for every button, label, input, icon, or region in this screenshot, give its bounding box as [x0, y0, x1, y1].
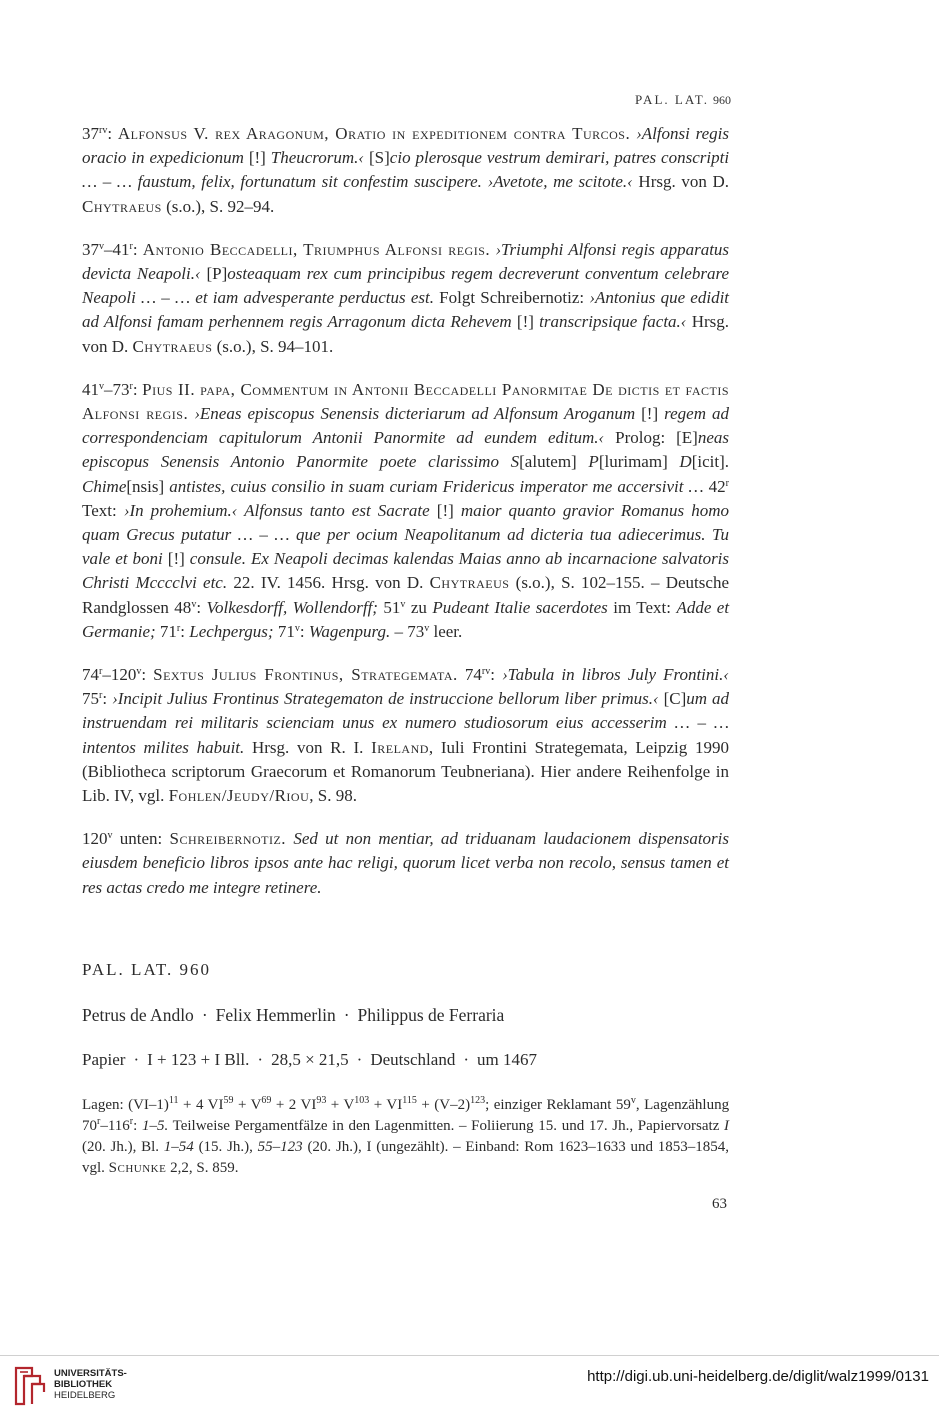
author-name: Felix Hemmerlin: [215, 1005, 336, 1025]
text-excerpt: consule. Ex Neapoli decimas kalendas Maias anno ab incarnacione salvatoris Christi Mcccclvi etc.: [82, 549, 730, 593]
viewer-footer: [0, 1355, 939, 1422]
desc-text: + 2 VI: [275, 1097, 317, 1113]
folio-ref: – 73: [394, 621, 425, 641]
folio-colon: :: [196, 597, 202, 617]
text-excerpt: um ad instruendam rei militaris scienciam unus ex numero studiosorum eius accesserim … – … intentos milites habuit.: [82, 689, 730, 757]
author-ref: Chytraeus: [429, 573, 510, 593]
incipit-text: ›Triumphi Alfonsi regis apparatus devicta Neapoli.‹: [82, 239, 730, 284]
desc-sup: 123: [470, 1095, 486, 1106]
folio-ref: 120: [82, 829, 108, 849]
glosses-note: leer.: [433, 621, 463, 641]
work-title: Schreibernotiz.: [169, 829, 287, 849]
folio-sup: v: [136, 666, 142, 678]
editorial-note: [lurimam]: [598, 452, 668, 472]
work-title: Sextus Julius Frontinus, Strategemata.: [153, 665, 458, 685]
desc-italic: 1–5.: [141, 1118, 169, 1134]
desc-text: + V: [237, 1097, 262, 1113]
ub-heidelberg-logo-icon[interactable]: [10, 1362, 50, 1410]
text-excerpt: osteaquam rex cum principibus regem decreverunt conventum celebrare Neapoli … – … et iam advesperante perductus est.: [82, 264, 729, 308]
desc-text: Teilweise Pergamentfälze in den Lagenmitten. – Foliierung 15. und 17. Jh., Papiervorsatz: [172, 1118, 720, 1134]
folio-sup: v: [99, 380, 104, 392]
editorial-note: [S]: [369, 148, 390, 168]
folio-ref: 37: [82, 124, 99, 143]
folio-ref: 71: [159, 621, 177, 641]
folio-sup: v: [400, 598, 406, 610]
glosses-note: zu: [410, 597, 427, 617]
gloss-text: Volkesdorff, Wollendorff;: [206, 597, 378, 617]
editorial-note: [nsis]: [126, 476, 165, 496]
folio-sup: r: [129, 240, 133, 252]
running-head-label: PAL. LAT.: [635, 92, 709, 107]
folio-sup: v: [107, 830, 113, 842]
folio-sup: rv: [481, 666, 491, 678]
page-number: 63: [712, 1196, 727, 1212]
work-title: Pius II. papa, Commentum in Antonii Beccadelli Panormitae De dictis et factis Alfonsi regis.: [82, 379, 729, 424]
desc-text: Lagen: (VI–1): [82, 1097, 169, 1113]
library-name-line: HEIDELBERG: [54, 1390, 116, 1401]
work-title: Alfonsus V. rex Aragonum, Oratio in expeditionem contra Turcos.: [117, 124, 631, 143]
scribe-note: ›Antonius que edidit ad Alfonsi famam perhennem regis Arragonum dicta Rehevem: [82, 288, 730, 332]
folio-ref: –73: [104, 379, 130, 399]
author-ref: Chytraeus: [82, 196, 162, 216]
library-name-line: BIBLIOTHEK: [54, 1379, 113, 1390]
folio-colon: :: [132, 239, 138, 259]
gloss-text: Lechpergus;: [189, 621, 274, 641]
editorial-note: [icit].: [691, 452, 729, 472]
desc-text: –116: [100, 1118, 130, 1134]
leaf-count: I + 123 + I Bll.: [147, 1050, 250, 1069]
author-name: Petrus de Andlo: [82, 1005, 194, 1025]
text-label: Text:: [82, 500, 117, 520]
folio-sup: v: [424, 622, 430, 634]
prolog-text: D: [679, 452, 692, 472]
folio-ref: –120: [102, 665, 137, 685]
desc-sup: r: [97, 1116, 101, 1127]
folio-ref: 75: [82, 689, 99, 709]
folio-sup: v: [294, 622, 300, 634]
folio-ref: 71: [277, 621, 295, 641]
incipit-text: ›Eneas episcopus Senensis dicteriarum ad Alfonsum Aroganum: [194, 404, 636, 424]
incipit-text: ›Tabula in libros July Frontini.‹: [502, 665, 730, 685]
origin: Deutschland: [370, 1050, 456, 1069]
separator-dot: ·: [133, 1050, 140, 1069]
desc-sup: 93: [316, 1095, 327, 1106]
edition-ref: Hrsg. von D.: [638, 172, 729, 192]
desc-text: (15. Jh.),: [198, 1139, 253, 1155]
folio-ref: 42: [708, 476, 726, 496]
desc-text: :: [133, 1118, 138, 1134]
work-title: Antonio Beccadelli, Triumphus Alfonsi regis.: [142, 239, 491, 259]
desc-italic: 55–123: [257, 1139, 303, 1155]
document-url-link[interactable]: http://digi.ub.uni-heidelberg.de/diglit/walz1999/0131: [587, 1368, 929, 1385]
text-excerpt: cio plerosque vestrum demirari, patres conscripti … – … faustum, felix, fortunatum sit confestim suscipere. ›Avetote, me scitote.‹: [82, 148, 730, 192]
editorial-note: [P]: [206, 264, 228, 284]
folio-sup: r: [99, 690, 103, 702]
manuscript-title: [82, 1005, 504, 1026]
dimensions: 28,5 × 21,5: [271, 1050, 349, 1069]
edition-ref: , Iuli Frontini Strategemata, Leipzig 1990 (Bibliotheca scriptorum Graecorum et Romanorum Teubneriana). Hier andere Reihenfolge in Lib. IV, vgl.: [82, 737, 729, 806]
folio-colon: :: [490, 665, 495, 685]
running-head-number: 960: [713, 93, 731, 107]
desc-sup: r: [129, 1116, 134, 1127]
prolog-text: neas episcopus Senensis Antonio Panormite poete clarissimo S: [82, 428, 729, 472]
desc-sup: 59: [223, 1095, 234, 1106]
separator-dot: ·: [257, 1050, 264, 1069]
editorial-note: [!]: [516, 312, 534, 332]
scribe-note: transcripsique facta.‹: [539, 312, 687, 332]
date: um 1467: [477, 1050, 537, 1069]
folio-colon: :: [107, 124, 113, 143]
prolog-text: antistes, cuius consilio in suam curiam Fridericus imperator me accersivit …: [169, 476, 704, 496]
edition-ref: (s.o.), S. 92–94.: [166, 196, 275, 216]
desc-text: , Lagenzählung 70: [82, 1097, 730, 1134]
edition-ref: , S. 98.: [309, 786, 357, 806]
running-head: [635, 92, 731, 108]
folio-sup: r: [99, 666, 103, 678]
manuscript-description: [82, 1095, 729, 1179]
editorial-note: [!]: [641, 404, 659, 424]
folio-sup: r: [129, 380, 133, 392]
folio-colon: :: [299, 621, 305, 641]
manuscript-metadata: [82, 1050, 537, 1070]
desc-text: + VI: [373, 1097, 403, 1113]
text-excerpt: ›In prohemium.‹ Alfonsus tanto est Sacrate: [123, 500, 430, 520]
author-ref: Fohlen/Jeudy/Riou: [168, 786, 310, 806]
editorial-note: [alutem]: [519, 452, 577, 472]
edition-ref: (s.o.), S. 94–101.: [216, 336, 334, 356]
gloss-text: Pudeant Italie sacerdotes: [432, 597, 608, 617]
edition-ref: 22. IV. 1456. Hrsg. von D.: [233, 573, 424, 593]
library-name[interactable]: [54, 1368, 127, 1401]
desc-text: ; einziger Reklamant 59: [485, 1097, 631, 1113]
editorial-note: [C]: [663, 689, 687, 709]
editorial-note: [!]: [167, 549, 185, 569]
entry-folio-120: [82, 827, 729, 900]
folio-ref: 74: [464, 665, 482, 685]
gloss-text: Adde et Germanie;: [82, 597, 730, 641]
editorial-note: [!]: [248, 148, 266, 168]
entry-folio-37: [82, 122, 729, 219]
incipit-text: ›Incipit Julius Frontinus Strategematon de instruccione bellorum liber primus.‹: [112, 689, 659, 709]
author-ref: Chytraeus: [132, 336, 213, 356]
glosses-note: im Text:: [613, 597, 671, 617]
author-ref: Ireland: [371, 737, 429, 757]
prolog-text: Chime: [82, 476, 127, 496]
desc-sup: 69: [261, 1095, 272, 1106]
note-text: Folgt Schreibernotiz:: [439, 288, 585, 308]
folio-ref: 37: [82, 239, 99, 259]
desc-text: + 4 VI: [183, 1097, 224, 1113]
glosses-note: (s.o.), S. 102–155. – Deutsche Randglossen 48: [82, 573, 729, 617]
desc-sup: v: [630, 1095, 636, 1106]
separator-dot: ·: [463, 1050, 469, 1069]
incipit-text: Theucrorum.‹: [270, 148, 365, 168]
folio-ref: 51: [383, 597, 401, 617]
scribe-note: Sed ut non mentiar, ad triduanam laudacionem dispensatoris eiusdem beneficio libros ipsos ante hac religi, quorum licet verba non recolo, sensus tamen et res actas credo me integre retinere.: [82, 829, 730, 897]
desc-text: 2,2, S. 859.: [170, 1160, 239, 1176]
folio-colon: :: [132, 379, 138, 399]
desc-text: (20. Jh.), I (ungezählt). – Einband: Rom 1623–1633 und 1853–1854, vgl.: [82, 1139, 730, 1176]
folio-ref: 41: [82, 379, 99, 399]
desc-text: + (V–2): [421, 1097, 471, 1113]
folio-sup: r: [176, 622, 181, 634]
folio-colon: :: [102, 689, 108, 709]
entry-folio-37-41: [82, 238, 729, 359]
folio-ref: 74: [82, 665, 99, 685]
edition-ref: Hrsg. von D.: [82, 312, 729, 356]
folio-sup: v: [99, 240, 104, 252]
separator-dot: ·: [356, 1050, 363, 1069]
position-note: unten:: [119, 829, 163, 849]
folio-colon: :: [180, 621, 185, 641]
incipit-text: ›Alfonsi regis oracio in expedicionum: [82, 124, 730, 168]
folio-sup: rv: [99, 125, 108, 136]
desc-sup: 11: [168, 1095, 179, 1106]
editorial-note: [!]: [436, 500, 454, 520]
gloss-text: Wagenpurg.: [308, 621, 391, 641]
separator-dot: ·: [201, 1005, 208, 1025]
folio-colon: :: [141, 665, 147, 685]
desc-sup: 115: [402, 1095, 417, 1106]
library-name-line: UNIVERSITÄTS-: [54, 1368, 127, 1379]
folio-sup: r: [725, 477, 730, 489]
edition-ref: Hrsg. von R. I.: [251, 737, 364, 757]
text-excerpt: maior quanto gravior Romanus homo quam Grecus putatur … – … que per ocium Neapolitanum ad dicteria tua adiecerimus. Tu vale et boni: [82, 500, 730, 569]
section-heading: PAL. LAT. 960: [82, 960, 211, 979]
separator-dot: ·: [343, 1005, 350, 1025]
desc-text: + V: [330, 1097, 355, 1113]
desc-text: (20. Jh.), Bl.: [82, 1139, 160, 1155]
entry-folio-41-73: [82, 378, 729, 644]
catalog-entries: [82, 122, 729, 919]
entry-folio-74-120: [82, 663, 729, 808]
author-ref: Schunke: [108, 1160, 167, 1176]
prolog-label: Prolog: [E]: [615, 428, 698, 448]
incipit-text: regem ad correspondenciam capitulorum Antonii Panormite ad eundem editum.‹: [82, 404, 730, 448]
desc-italic: 1–54: [163, 1139, 194, 1155]
author-name: Philippus de Ferraria: [357, 1005, 505, 1025]
material: Papier: [82, 1050, 126, 1069]
desc-italic: I: [724, 1118, 730, 1134]
folio-sup: v: [191, 598, 197, 610]
prolog-text: P: [588, 452, 599, 472]
folio-ref: –41: [104, 239, 130, 259]
desc-sup: 103: [354, 1095, 370, 1106]
